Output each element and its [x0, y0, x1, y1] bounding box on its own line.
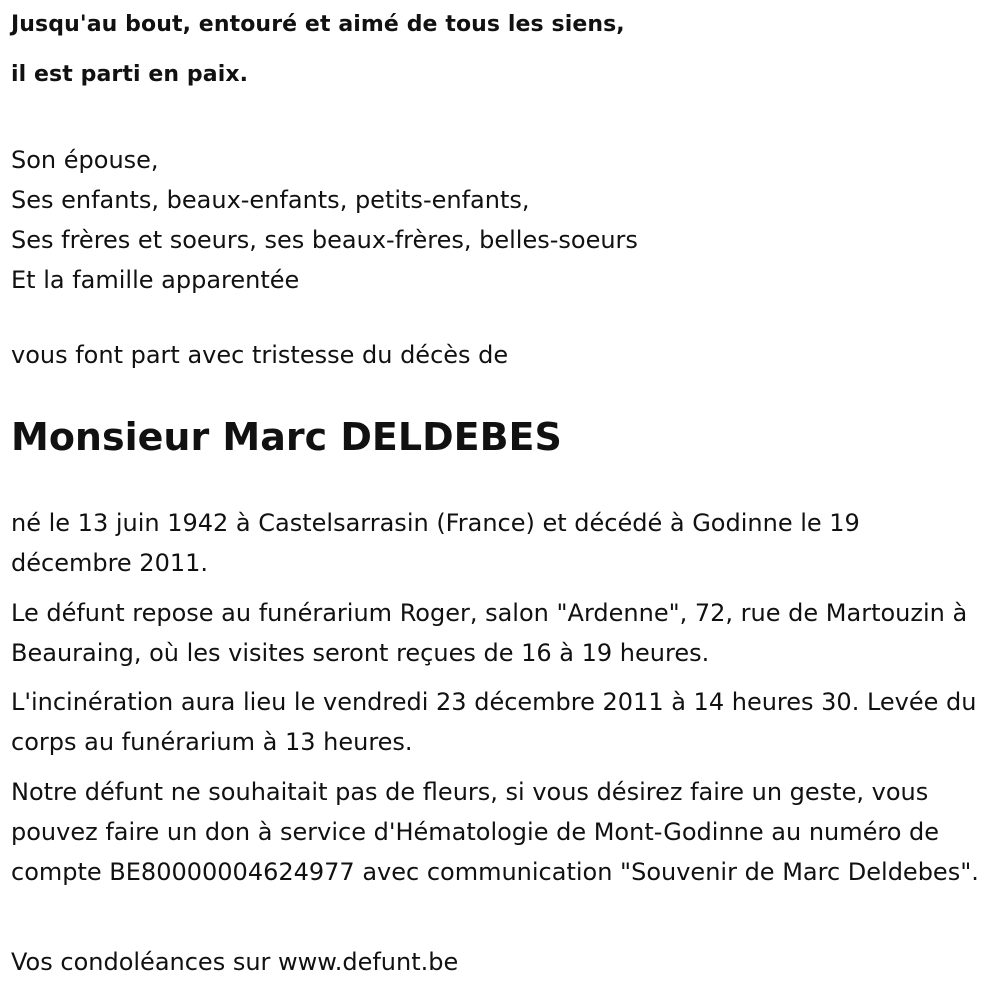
- family-list: [11, 140, 638, 300]
- birth-death-paragraph: né le 13 juin 1942 à Castelsarrasin (France) et décédé à Godinne le 19 décembre 2011.: [11, 509, 860, 577]
- family-line: Ses frères et soeurs, ses beaux-frères, belles-soeurs: [11, 226, 638, 254]
- family-line: Son épouse,: [11, 146, 159, 174]
- condolences-paragraph: Vos condoléances sur www.defunt.be: [11, 948, 459, 976]
- intro-line-2: il est parti en paix.: [11, 62, 249, 87]
- donation-paragraph: Notre défunt ne souhaitait pas de fleurs, si vous désirez faire un geste, vous pouvez faire un don à service d'Hématologie de Mont-Godinne au numéro de compte BE80000004624977 avec communication "Souvenir de Marc Deldebes".: [11, 778, 979, 886]
- deceased-name: Monsieur Marc DELDEBES: [11, 415, 562, 459]
- family-line: Ses enfants, beaux-enfants, petits-enfants,: [11, 186, 530, 214]
- visitation-paragraph: Le défunt repose au funérarium Roger, salon "Ardenne", 72, rue de Martouzin à Beauraing, où les visites seront reçues de 16 à 19 heures.: [11, 599, 968, 667]
- intro-line-1: Jusqu'au bout, entouré et aimé de tous les siens,: [11, 12, 625, 37]
- announcement-text: vous font part avec tristesse du décès de: [11, 341, 509, 369]
- cremation-paragraph: L'incinération aura lieu le vendredi 23 décembre 2011 à 14 heures 30. Levée du corps au funérarium à 13 heures.: [11, 688, 977, 756]
- family-line: Et la famille apparentée: [11, 266, 300, 294]
